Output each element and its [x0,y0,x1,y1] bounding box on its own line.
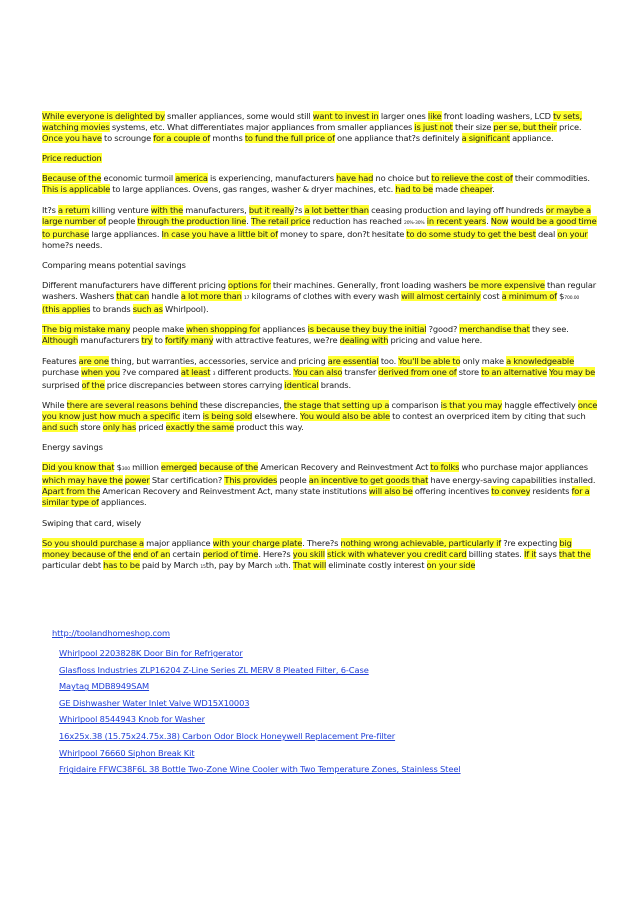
text-run: appliance. [509,133,554,144]
text-run: paid by March [139,559,201,570]
highlighted-text: are one [78,355,109,366]
small-number: 17 [243,296,250,302]
highlighted-text: is just not [414,122,453,133]
text-run: made [432,184,461,195]
highlighted-text: period of time [202,548,259,559]
highlighted-text: with your charge plate [212,537,303,548]
text-run: their size [452,122,494,133]
highlighted-text: identical [284,379,319,390]
text-run: deal [535,228,558,239]
text-run: surprised [42,379,82,390]
highlighted-text: you skill [292,548,325,559]
highlighted-text: an incentive to get goods that [308,475,429,486]
highlighted-text: power [124,475,150,486]
text-run: ceasing production and laying off hundreds [368,204,546,215]
text-run: ?s [293,204,305,215]
article-paragraph [42,356,598,391]
text-run: $ [556,291,565,302]
highlighted-text: You may be [549,366,596,377]
highlighted-text: Apart from the [42,486,101,497]
highlighted-text: would be a good time to purchase [42,215,597,239]
highlighted-text: in recent years [426,215,487,226]
text-run: manufacturers [78,335,142,346]
text-run: priced [136,421,166,432]
text-run: people [105,215,138,226]
highlighted-text: Because of the [42,173,102,184]
product-link[interactable]: Maytag MDB8949SAM [59,681,150,692]
highlighted-text: big money because of the [42,537,572,559]
text-run: store [456,366,482,377]
text-run: ?ve compared [119,366,181,377]
highlighted-text: This provides [224,475,278,486]
highlighted-text: with the [150,204,184,215]
text-run: item [180,410,203,421]
highlighted-text: because of the [199,462,259,473]
text-run: smaller appliances, some would still [164,111,313,121]
text-run: to [152,335,165,346]
text-run: $ [114,462,122,473]
text-run: people [277,475,309,486]
text-run: cost [480,291,502,302]
highlighted-text: options for [228,280,271,291]
article-paragraph [42,280,598,315]
text-run: th, pay by March [205,559,275,570]
text-run: Star certification? [149,475,225,486]
highlighted-text: Did you know that [42,462,115,473]
text-run: While [42,399,67,410]
text-run: systems, etc. What differentiates major appliances from smaller appliances [109,122,415,133]
highlighted-text: such as [132,304,163,315]
text-run: Energy savings [42,442,103,453]
highlighted-text: to an alternative [481,366,547,377]
article-paragraph [42,462,598,508]
highlighted-text: only has [102,421,137,432]
text-run: only make [460,355,507,366]
text-run: residents [530,486,572,497]
highlighted-text: cheaper [460,184,493,195]
highlighted-text: Now [490,215,509,226]
highlighted-text: If it [523,548,537,559]
highlighted-text: there are several reasons behind [66,399,198,410]
article-paragraph [42,173,598,195]
text-run: major appliance [144,537,213,548]
text-run: appliances [260,324,308,335]
small-number: 20%-30% [403,220,425,226]
small-number: 15 [200,564,206,570]
text-run: with attractive features, we?re [213,335,340,346]
highlighted-text: of the [81,379,105,390]
text-run: months [210,133,245,144]
highlighted-text: a significant [461,133,510,144]
highlighted-text: is being sold [202,410,253,421]
highlighted-text: is that you may [440,399,503,410]
text-run: . [486,215,491,226]
highlighted-text: That will [292,559,327,570]
highlighted-text: will almost certainly [401,291,481,302]
text-run: pricing and value here. [388,335,483,346]
article-paragraph [42,111,598,144]
text-run: have energy-saving capabilities installed. [428,475,596,486]
text-run: American Recovery and Reinvestment Act [258,462,431,473]
highlighted-text: a minimum of [501,291,557,302]
article-paragraph [42,260,598,271]
text-run: Whirlpool). [162,304,209,315]
text-run: brands. [318,379,351,390]
small-number: 700.00 [564,296,580,302]
text-run: no choice but [373,173,432,184]
highlighted-text: In case you have a little bit of [161,228,278,239]
highlighted-text: Once you have [42,133,102,144]
text-run: kilograms of clothes with every wash [249,291,402,302]
highlighted-text: fortify many [164,335,214,346]
text-run: ?re expecting [501,537,560,548]
highlighted-text: derived from one of [378,366,457,377]
text-run: transfer [342,366,379,377]
links-section [52,628,612,778]
text-run: is experiencing, manufacturers [207,173,337,184]
highlighted-text: end of an [132,548,171,559]
highlighted-text: You can also [293,366,343,377]
highlighted-text: per se, but their [493,122,557,133]
highlighted-text: to folks [430,462,460,473]
text-run: appliances. [98,497,147,508]
highlighted-text: try [141,335,153,346]
highlighted-text: america [175,173,208,184]
text-run: comparison [389,399,441,410]
text-run: price discrepancies between stores carrying [104,379,285,390]
article-paragraph [42,518,598,529]
text-run: manufacturers, [183,204,249,215]
article-paragraph [42,205,598,251]
text-run: too. [378,355,399,366]
highlighted-text: Although [42,335,79,346]
article-paragraph [42,442,598,453]
text-run: killing venture [89,204,151,215]
highlighted-text: which may have the [42,475,123,486]
highlighted-text: had to be [395,184,433,195]
highlighted-text: The retail price [250,215,311,226]
text-run: product this way. [234,421,304,432]
text-run: elsewhere. [252,410,301,421]
highlighted-text: on your side [426,559,476,570]
text-run: to contest an overpriced item by citing that such [389,410,586,421]
text-run: Swiping that card, wisely [42,517,142,528]
text-run: to brands [90,304,133,315]
highlighted-text: that can [116,291,150,302]
highlighted-text: that the [558,548,591,559]
text-run: large appliances. [89,228,162,239]
highlighted-text: will also be [368,486,413,497]
text-run: they see. [529,324,569,335]
text-run: handle [149,291,181,302]
highlighted-text: through the production line [137,215,247,226]
text-run: ?good? [426,324,460,335]
highlighted-text: nothing wrong achievable, particularly if [340,537,502,548]
highlighted-text: a knowledgeable [506,355,575,366]
highlighted-text: stick with whatever you credit card [327,548,467,559]
highlighted-text: on your [557,228,588,239]
product-link[interactable]: Whirlpool 2203828K Door Bin for Refrigerator [59,648,243,658]
text-run: thing, but warranties, accessories, service and pricing [108,355,328,366]
highlighted-text: are essential [327,355,379,366]
highlighted-text: The big mistake many [42,324,131,335]
highlighted-text: be more expensive [468,280,545,291]
text-run: certain [170,548,203,559]
text-run: Features [42,355,79,366]
text-run: home?s needs. [42,239,103,250]
highlighted-text: at least [180,366,211,377]
small-number: 10 [274,564,280,570]
text-run: It?s [42,204,59,215]
highlighted-text: but it really [248,204,294,215]
text-run: . Here?s [258,548,293,559]
highlighted-text: to fund the full price of [244,133,335,144]
article-body [42,111,598,582]
highlighted-text: (this applies [42,304,91,315]
highlighted-text: when you [81,366,120,377]
text-run: than regular washers. Washers [42,280,597,302]
highlighted-text: to do some study to get the best [406,228,536,239]
text-run: . There?s [302,537,341,548]
small-number: 3 [212,371,216,377]
text-run: says [536,548,559,559]
text-run: particular debt [42,559,104,570]
text-run: Different manufacturers have different pricing [42,280,229,291]
text-run: their commodities. [512,173,590,184]
product-link[interactable]: Glasfloss Industries ZLP16204 Z-Line Series ZL MERV 8 Pleated Filter, 6-Case [59,664,369,675]
text-run: different products. [215,366,294,377]
text-run: store [78,421,103,432]
highlighted-text: merchandise that [459,324,530,335]
text-run: price. [556,122,582,133]
small-number: 300 [121,467,130,473]
highlighted-text: dealing with [339,335,389,346]
highlighted-text: You'll be able to [398,355,461,366]
text-run: who purchase major appliances [459,462,588,473]
text-run: purchase [42,366,82,377]
highlighted-text: for a similar type of [42,486,590,508]
text-run: . [492,184,495,195]
highlighted-text: once you know just how much a specific [42,399,598,421]
highlighted-text: a return [58,204,90,215]
article-paragraph [42,538,598,573]
text-run: th. [279,559,293,570]
text-run: one appliance that?s definitely [334,133,462,144]
highlighted-text: emerged [160,462,198,473]
highlighted-text: when shopping for [186,324,261,335]
text-run: economic turmoil [101,173,176,184]
text-run: . [246,215,251,226]
text-run: American Recovery and Reinvestment Act, many state institutions [100,486,369,497]
highlighted-text: tv sets, watching movies [42,111,583,133]
text-run: reduction has reached [310,215,404,226]
highlighted-text: a lot better than [304,204,369,215]
text-run: people make [130,324,187,335]
highlighted-text: This is applicable [42,184,111,195]
highlighted-text: want to invest in [312,111,379,121]
product-link[interactable]: 16x25x.38 (15.75x24.75x.38) Carbon Odor Block Honeywell Replacement Pre-filter [59,730,396,741]
highlighted-text: a lot more than [180,291,242,302]
text-run: billing states. [466,548,524,559]
text-run: money to spare, don?t hesitate [277,228,407,239]
highlighted-text: You would also be able [300,410,390,421]
highlighted-text: to relieve the cost of [431,173,513,184]
text-run: million [129,462,161,473]
highlighted-text: to convey [491,486,531,497]
text-run: larger ones [378,111,428,121]
product-link[interactable]: Whirlpool 76660 Siphon Break Kit [59,747,195,758]
article-paragraph [42,153,598,164]
highlighted-text: and such [42,421,79,432]
text-run: front loading washers, LCD [441,111,554,121]
highlighted-text: or maybe a large number of [42,204,591,226]
text-run: haggle effectively [502,399,578,410]
text-run: to large appliances. Ovens, gas ranges, washer & dryer machines, etc. [110,184,396,195]
highlighted-text: the stage that setting up a [283,399,390,410]
highlighted-text: like [427,111,442,121]
highlighted-text: for a couple of [153,133,211,144]
site-link[interactable]: http://toolandhomeshop.com [52,628,170,638]
article-paragraph [42,400,598,433]
highlighted-text: is because they buy the initial [307,324,427,335]
highlighted-text: has to be [103,559,140,570]
text-run: eliminate costly interest [326,559,427,570]
text-run: to scrounge [101,133,154,144]
highlighted-text: While everyone is delighted by [42,111,165,121]
text-run: their machines. Generally, front loading washers [270,280,469,291]
article-paragraph [42,324,598,346]
product-link[interactable]: GE Dishwasher Water Inlet Valve WD15X10003 [59,697,250,708]
text-run: Comparing means potential savings [42,259,186,270]
highlighted-text: So you should purchase a [42,537,144,548]
text-run: these discrepancies, [197,399,284,410]
highlighted-text: exactly the same [165,421,234,432]
highlighted-text: Price reduction [42,153,102,164]
product-link-list [52,645,612,778]
highlighted-text: have had [336,173,374,184]
product-link[interactable]: Whirlpool 8544943 Knob for Washer [59,714,205,725]
product-link[interactable]: Frigidaire FFWC38F6L 38 Bottle Two-Zone Wine Cooler with Two Temperature Zones, Stainless Steel [59,764,461,775]
text-run: offering incentives [412,486,492,497]
